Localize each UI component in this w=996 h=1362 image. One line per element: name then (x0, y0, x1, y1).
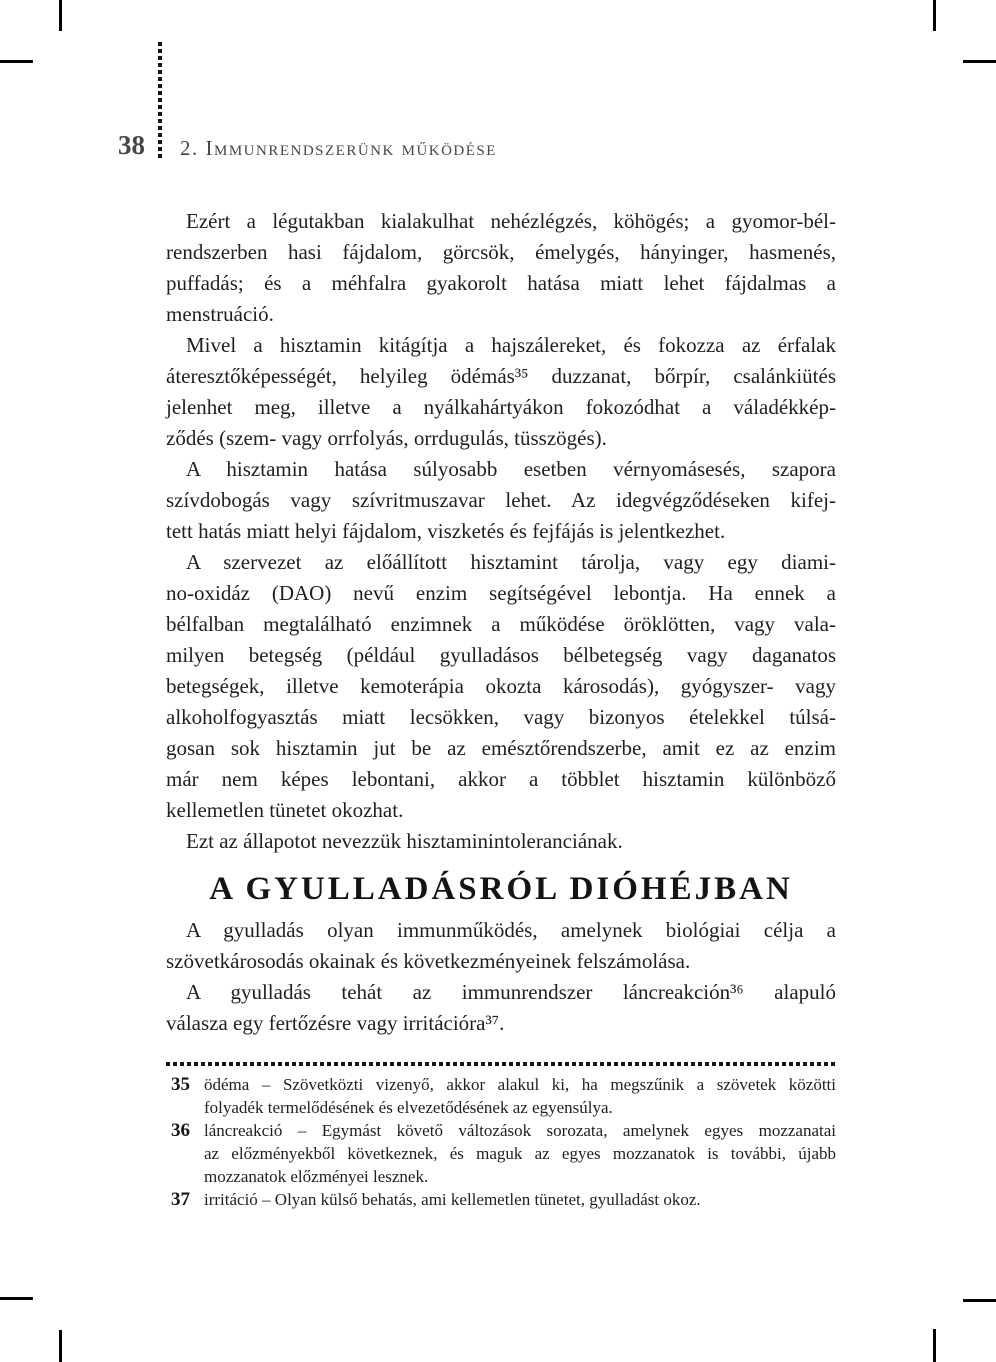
text-line: puffadás; és a méhfalra gyakorolt hatása miatt lehet fájdalmas a (166, 271, 836, 295)
text-line: folyadék termelődésének és elvezetődésének az egyensúlya. (204, 1098, 613, 1117)
text-line: Ezért a légutakban kialakulhat nehézlégzés, köhögés; a gyomor-bél- (186, 209, 836, 233)
footnote-separator-dotted-rule (166, 1062, 836, 1066)
text-line: milyen betegség (például gyulladásos bélbetegség vagy daganatos (166, 643, 836, 667)
crop-mark-bottom-right-vertical (933, 1329, 936, 1362)
text-line: A gyulladás olyan immunműködés, amelynek biológiai célja a (186, 918, 836, 942)
paragraph (166, 915, 836, 977)
footnote-item (166, 1073, 836, 1119)
footnotes (166, 1073, 836, 1211)
paragraph (166, 206, 836, 330)
crop-mark-top-right-horizontal (963, 60, 996, 63)
crop-mark-top-right-vertical (933, 0, 936, 31)
paragraph (166, 454, 836, 547)
text-line: no-oxidáz (DAO) nevű enzim segítségével lebontja. Ha ennek a (166, 581, 836, 605)
text-line: ödéma – Szövetközti vizenyő, akkor alakul ki, ha megszűnik a szövetek közötti (204, 1075, 836, 1094)
footnote-text (204, 1119, 836, 1188)
footnote-number: 36 (171, 1120, 190, 1141)
running-head: 2. Immunrendszerünk működése (180, 136, 497, 160)
crop-mark-bottom-left-vertical (59, 1330, 62, 1362)
text-line: menstruáció. (166, 302, 274, 326)
text-column (166, 206, 836, 1211)
footnote-item (166, 1188, 836, 1211)
text-line: Mivel a hisztamin kitágítja a hajszálereket, és fokozza az érfalak (186, 333, 836, 357)
text-line: már nem képes lebontani, akkor a többlet hisztamin különböző (166, 767, 836, 791)
text-line: A szervezet az előállított hisztamint tárolja, vagy egy diami- (186, 550, 836, 574)
paragraph (166, 977, 836, 1039)
section-heading: A GYULLADÁSRÓL DIÓHÉJBAN (209, 871, 793, 907)
text-line: irritáció – Olyan külső behatás, ami kellemetlen tünetet, gyulladást okoz. (204, 1190, 701, 1209)
page-number: 38 (118, 130, 145, 160)
footnote-text (204, 1188, 836, 1211)
text-line: jelenhet meg, illetve a nyálkahártyákon fokozódhat a váladékkép- (166, 395, 836, 419)
text-line: mozzanatok előzményei lesznek. (204, 1167, 429, 1186)
text-line: az előzményekből következnek, és maguk az egyes mozzanatok is további, újabb (204, 1144, 836, 1163)
text-line: láncreakció – Egymást követő változások sorozata, amelynek egyes mozzanatai (204, 1121, 836, 1140)
crop-mark-bottom-left-horizontal (0, 1297, 33, 1300)
crop-mark-top-left-horizontal (0, 60, 33, 63)
footnote-item (166, 1119, 836, 1188)
text-line: Ezt az állapotot nevezzük hisztaminintoleranciának. (186, 829, 623, 853)
text-line: alkoholfogyasztás miatt lecsökken, vagy bizonyos ételekkel túlsá- (166, 705, 836, 729)
text-line: szövetkárosodás okainak és következményeinek felszámolása. (166, 949, 691, 973)
text-line: gosan sok hisztamin jut be az emésztőrendszerbe, amit ez az enzim (166, 736, 836, 760)
paragraph (166, 826, 836, 857)
text-line: válasza egy fertőzésre vagy irritációra³⁷. (166, 1011, 505, 1035)
body-paragraphs-after-heading (166, 915, 836, 1039)
text-line: A hisztamin hatása súlyosabb esetben vérnyomásesés, szapora (186, 457, 836, 481)
crop-mark-top-left-vertical (59, 0, 62, 31)
footnote-text (204, 1073, 836, 1119)
footnote-number: 37 (171, 1189, 190, 1210)
text-line: áteresztőképességét, helyileg ödémás³⁵ duzzanat, bőrpír, csalánkiütés (166, 364, 836, 388)
paragraph (166, 547, 836, 826)
text-line: betegségek, illetve kemoterápia okozta károsodás), gyógyszer- vagy (166, 674, 836, 698)
crop-mark-bottom-right-horizontal (963, 1299, 996, 1302)
body-paragraphs (166, 206, 836, 857)
text-line: tett hatás miatt helyi fájdalom, viszketés és fejfájás is jelentkezhet. (166, 519, 726, 543)
text-line: rendszerben hasi fájdalom, görcsök, émelygés, hányinger, hasmenés, (166, 240, 836, 264)
page-header (118, 42, 497, 161)
text-line: kellemetlen tünetet okozhat. (166, 798, 404, 822)
text-line: ződés (szem- vagy orrfolyás, orrdugulás, tüsszögés). (166, 426, 607, 450)
footnote-number: 35 (171, 1074, 190, 1095)
header-dotted-rule (158, 42, 162, 161)
text-line: bélfalban megtalálható enzimnek a működése öröklötten, vagy vala- (166, 612, 836, 636)
text-line: szívdobogás vagy szívritmuszavar lehet. Az idegvégződéseken kifej- (166, 488, 836, 512)
paragraph (166, 330, 836, 454)
text-line: A gyulladás tehát az immunrendszer láncreakción³⁶ alapuló (186, 980, 836, 1004)
